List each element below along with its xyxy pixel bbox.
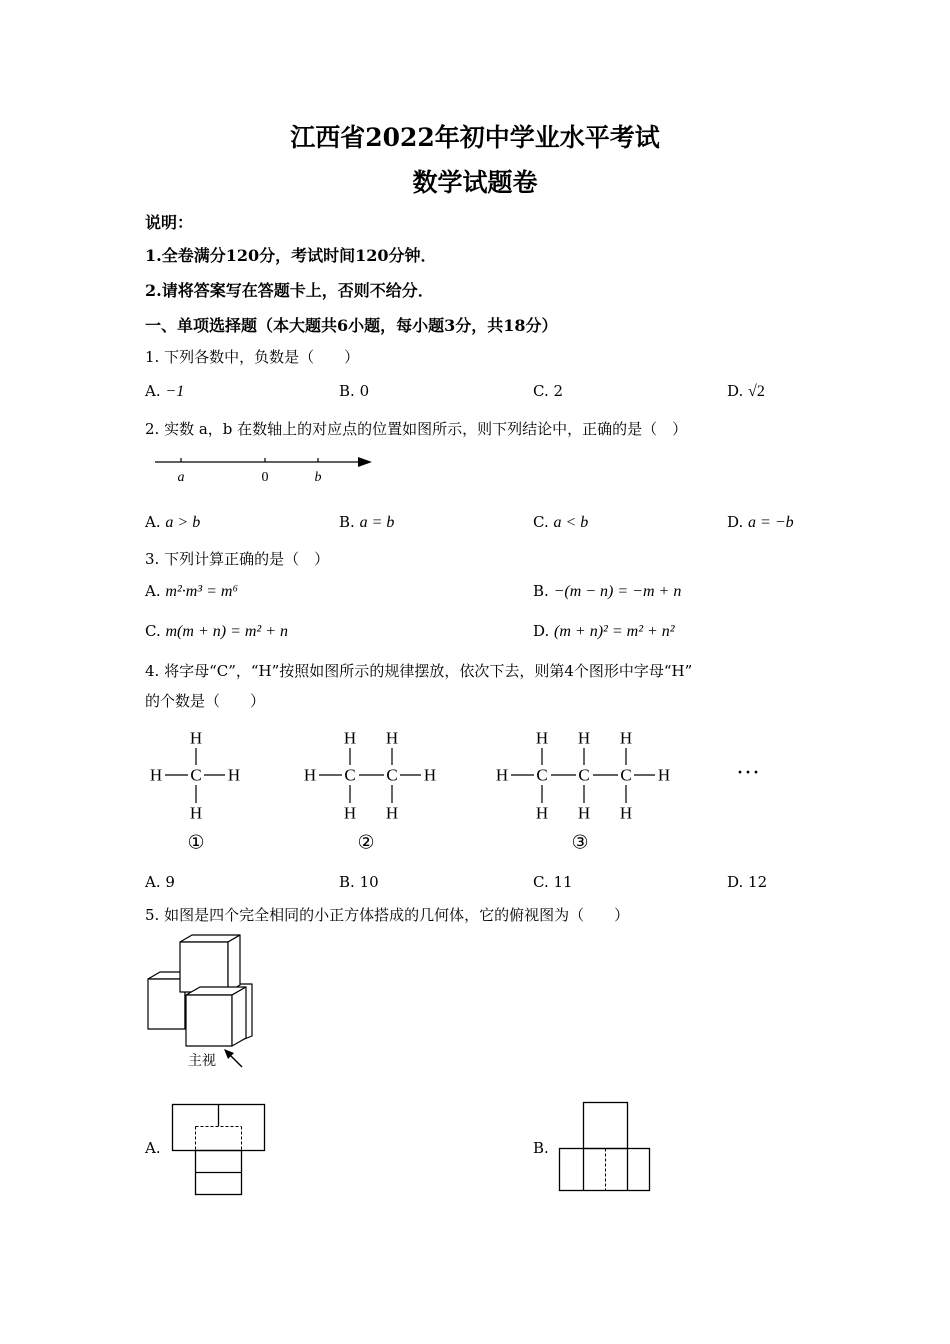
q2-stem: 2. 实数 a，b 在数轴上的对应点的位置如图所示，则下列结论中，正确的是（ ） [145, 420, 688, 438]
atom-h: H [343, 803, 357, 823]
figure-number: ③ [571, 832, 589, 854]
q5-option-a-label: A. [145, 1139, 161, 1157]
q1-option-a: A. −1 [145, 382, 185, 400]
number-line-figure [150, 450, 380, 490]
q1-option-d: D. √2 [727, 382, 765, 400]
q4-option-d: D. 12 [727, 873, 768, 891]
q4-option-c: C. 11 [533, 873, 573, 891]
q3-option-c: C. m(m + n) = m² + n [145, 622, 289, 640]
atom-h: H [385, 803, 399, 823]
q3-option-b: B. −(m − n) = −m + n [533, 582, 682, 600]
atom-h: H [619, 803, 633, 823]
q5-stem: 5. 如图是四个完全相同的小正方体搭成的几何体，它的俯视图为（ ） [145, 906, 630, 924]
cube-stack-figure [142, 934, 262, 1074]
q4-stem-line1: 4. 将字母“C”，“H”按照如图所示的规律摆放，依次下去，则第4个图形中字母“H” [145, 662, 693, 680]
q4-option-b: B. 10 [339, 873, 379, 891]
exam-subtitle: 数学试题卷 [412, 168, 538, 197]
atom-c: C [190, 765, 202, 785]
view-b-bottom-row [560, 1149, 650, 1191]
atom-h: H [619, 728, 633, 748]
atom-h: H [189, 803, 203, 823]
atom-h: H [303, 765, 317, 785]
molecule-pattern-figure [140, 728, 800, 858]
q1-option-b: B. 0 [339, 382, 370, 400]
cube-top-front [180, 942, 228, 992]
atom-h: H [577, 728, 591, 748]
atom-h: H [535, 803, 549, 823]
number-line-arrow [358, 457, 372, 467]
cube-front-side [232, 987, 246, 1046]
q1-stem: 1. 下列各数中，负数是（ ） [145, 348, 360, 366]
atom-h: H [423, 765, 437, 785]
figure-number: ② [357, 832, 375, 854]
atom-h: H [149, 765, 163, 785]
atom-h: H [577, 803, 591, 823]
exam-title: 江西省2022年初中学业水平考试 [290, 123, 660, 152]
q1-option-c: C. 2 [533, 382, 564, 400]
atom-c: C [344, 765, 356, 785]
q2-option-d: D. a = −b [727, 513, 794, 531]
label-0: 0 [261, 470, 269, 485]
atom-c: C [578, 765, 590, 785]
q3-option-d: D. (m + n)² = m² + n² [533, 622, 675, 640]
q4-stem-line2: 的个数是（ ） [145, 692, 266, 710]
cube-top-side [228, 935, 240, 992]
note-1: 1.全卷满分120分，考试时间120分钟． [145, 246, 437, 265]
atom-c: C [536, 765, 548, 785]
q4-option-a: A. 9 [145, 873, 175, 891]
q5-option-a-figure [170, 1102, 270, 1202]
q2-option-c: C. a < b [533, 513, 589, 531]
q5-option-b-figure [557, 1100, 657, 1200]
q3-option-a: A. m²·m³ = m⁶ [145, 582, 239, 600]
label-b: b [314, 470, 322, 485]
label-a: a [177, 470, 185, 485]
q3-stem: 3. 下列计算正确的是（ ） [145, 550, 330, 568]
continuation-dots: ··· [736, 760, 760, 786]
atom-c: C [386, 765, 398, 785]
atom-h: H [495, 765, 509, 785]
cube-front-front [186, 995, 232, 1046]
atom-h: H [189, 728, 203, 748]
front-view-label: 主视 [188, 1054, 216, 1069]
atom-c: C [620, 765, 632, 785]
q2-option-a: A. a > b [145, 513, 201, 531]
q2-option-b: B. a = b [339, 513, 395, 531]
view-b-top-cell [584, 1103, 628, 1149]
atom-h: H [385, 728, 399, 748]
note-2: 2.请将答案写在答题卡上，否则不给分． [145, 281, 434, 300]
atom-h: H [535, 728, 549, 748]
notes-heading: 说明： [145, 213, 194, 232]
atom-h: H [343, 728, 357, 748]
figure-number: ① [187, 832, 205, 854]
atom-h: H [227, 765, 241, 785]
q5-option-b-label: B. [533, 1139, 549, 1157]
section-heading: 一、单项选择题（本大题共6小题，每小题3分，共18分） [145, 316, 558, 335]
atom-h: H [657, 765, 671, 785]
